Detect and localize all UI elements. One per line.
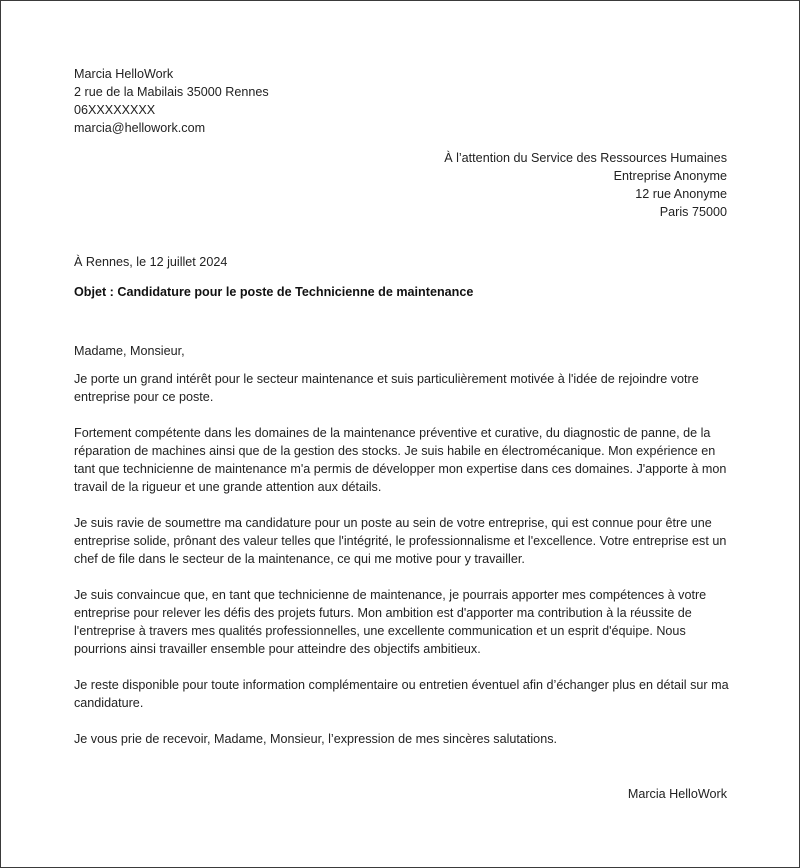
- closing-paragraph: Je vous prie de recevoir, Madame, Monsieur, l’expression de mes sincères salutations.: [74, 732, 557, 746]
- sender-address: 2 rue de la Mabilais 35000 Rennes: [74, 85, 269, 99]
- body-paragraph: Je reste disponible pour toute information complémentaire ou entretien éventuel afin d’échanger plus en détail sur ma candidature.: [74, 678, 729, 710]
- recipient-company: Entreprise Anonyme: [613, 169, 727, 183]
- letter-body: [74, 370, 734, 766]
- recipient-block: [444, 149, 727, 221]
- subject-line: Objet : Candidature pour le poste de Technicienne de maintenance: [74, 285, 474, 299]
- date-line: À Rennes, le 12 juillet 2024: [74, 255, 228, 269]
- signature: Marcia HelloWork: [627, 787, 727, 801]
- body-paragraph: Je suis ravie de soumettre ma candidature pour un poste au sein de votre entreprise, qui est connue pour être une entreprise solide, prônant des valeur telles que l'intégrité, le professionnalisme et l'excellence. Votre entreprise est un chef de file dans le secteur de la maintenance, ce qui me motive pour y travailler.: [74, 516, 727, 566]
- body-paragraph: Je suis convaincue que, en tant que technicienne de maintenance, je pourrais apporter mes compétences à votre entreprise pour relever les défis des projets futurs. Mon ambition est d'apporter ma contribution à la réussite de l'entreprise à travers mes qualités professionnelles, une excellente communication et un esprit d'équipe. Nous pourrions ainsi travailler ensemble pour atteindre des objectifs ambitieux.: [74, 588, 707, 656]
- sender-email: marcia@hellowork.com: [74, 121, 206, 135]
- sender-phone: 06XXXXXXXX: [74, 103, 156, 117]
- sender-name: Marcia HelloWork: [74, 67, 174, 81]
- salutation: Madame, Monsieur,: [74, 344, 185, 358]
- recipient-city: Paris 75000: [659, 205, 727, 219]
- body-paragraph: Je porte un grand intérêt pour le secteur maintenance et suis particulièrement motivée à l'idée de rejoindre votre entreprise pour ce poste.: [74, 372, 699, 404]
- sender-block: [74, 65, 269, 137]
- recipient-attention: À l’attention du Service des Ressources Humaines: [444, 151, 727, 165]
- body-paragraph: Fortement compétente dans les domaines de la maintenance préventive et curative, du diagnostic de panne, de la réparation de machines ainsi que de la gestion des stocks. Je suis habile en électromécanique. Mon expérience en tant que technicienne de maintenance m'a permis de développer mon expertise dans ces domaines. J'apporte à mon travail de la rigueur et une grande attention aux détails.: [74, 426, 727, 494]
- recipient-street: 12 rue Anonyme: [635, 187, 727, 201]
